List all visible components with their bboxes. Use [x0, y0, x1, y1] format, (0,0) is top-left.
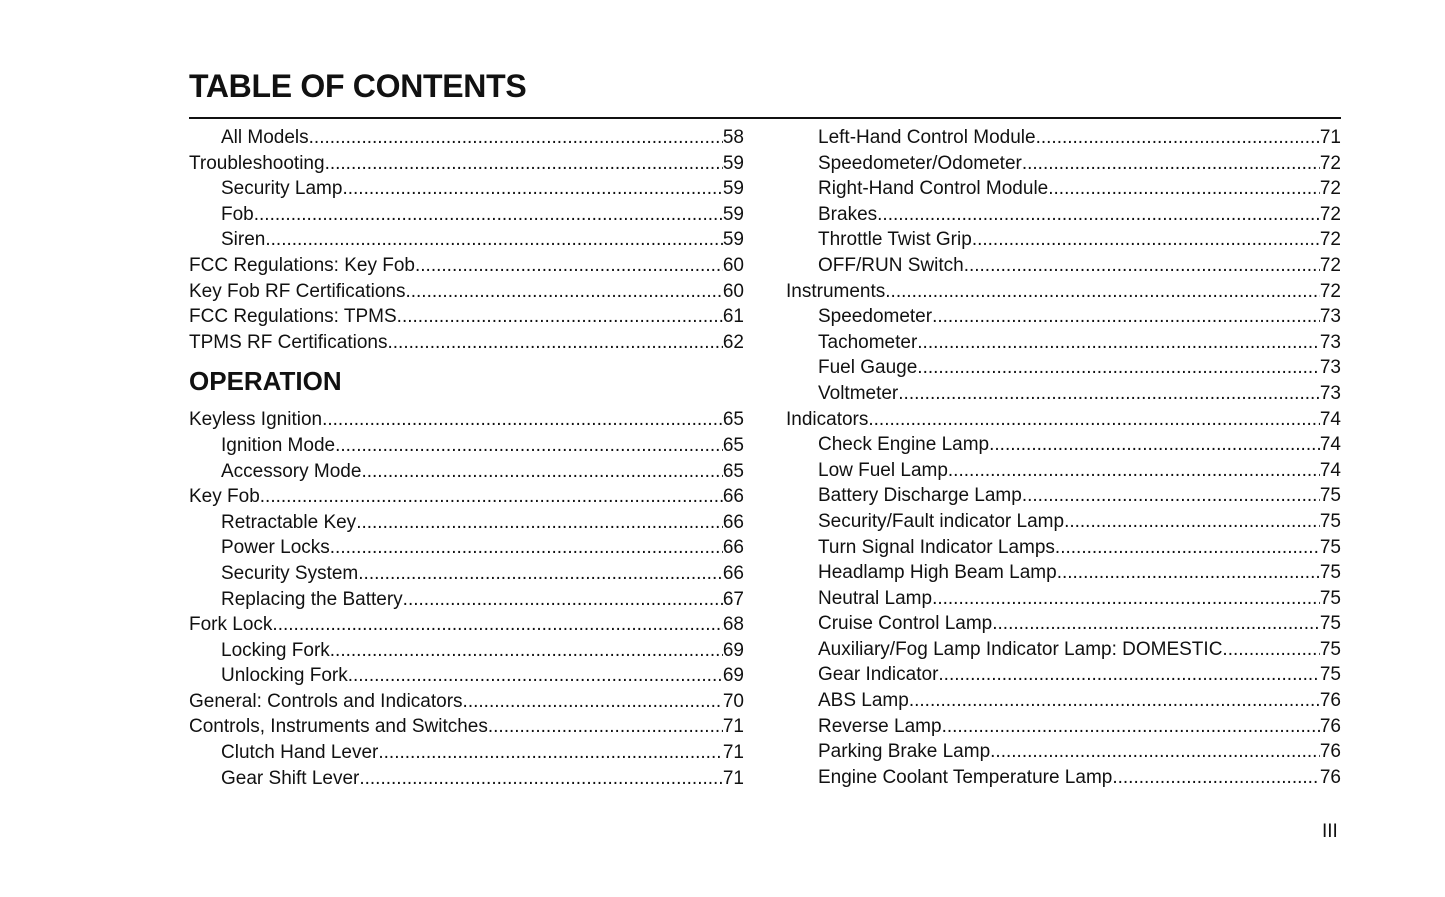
toc-dot-leader	[917, 330, 1320, 356]
toc-dot-leader	[1222, 637, 1319, 663]
toc-dot-leader	[265, 227, 723, 253]
toc-dot-leader	[990, 739, 1320, 765]
toc-entry-page: 75	[1319, 510, 1341, 532]
toc-entry-page: 75	[1319, 638, 1341, 660]
toc-entry-page: 72	[1319, 203, 1341, 225]
toc-entry-page: 75	[1319, 613, 1341, 635]
toc-entry[interactable]	[189, 304, 744, 330]
toc-entry-page: 72	[1319, 178, 1341, 200]
toc-dot-leader	[1064, 509, 1320, 535]
toc-entry[interactable]	[189, 151, 744, 177]
toc-group-1	[189, 125, 744, 355]
toc-entry[interactable]	[786, 253, 1341, 279]
toc-dot-leader	[325, 151, 723, 177]
toc-dot-leader	[917, 355, 1320, 381]
toc-entry-page: 60	[722, 280, 744, 302]
toc-entry-page: 67	[722, 588, 744, 610]
toc-entry[interactable]	[189, 176, 744, 202]
toc-entry-page: 59	[722, 203, 744, 225]
toc-dot-leader	[1057, 560, 1320, 586]
toc-dot-leader	[335, 433, 723, 459]
toc-entry-title: Battery Discharge Lamp	[818, 485, 1022, 507]
toc-entry[interactable]	[189, 561, 744, 587]
toc-entry[interactable]	[786, 176, 1341, 202]
toc-entry-page: 69	[722, 665, 744, 687]
toc-entry-page: 71	[722, 767, 744, 789]
toc-entry[interactable]	[786, 304, 1341, 330]
toc-entry[interactable]	[189, 535, 744, 561]
toc-entry[interactable]	[786, 688, 1341, 714]
toc-entry-page: 74	[1319, 459, 1341, 481]
toc-dot-leader	[405, 279, 722, 305]
toc-entry[interactable]	[189, 484, 744, 510]
toc-dot-leader	[463, 689, 723, 715]
toc-entry-title: Instruments	[786, 280, 886, 302]
toc-entry-page: 75	[1319, 587, 1341, 609]
toc-entry[interactable]	[189, 510, 744, 536]
toc-entry-title: Gear Shift Lever	[221, 767, 360, 789]
toc-entry[interactable]	[189, 202, 744, 228]
toc-entry-title: Unlocking Fork	[221, 665, 348, 687]
toc-entry-page: 66	[722, 562, 744, 584]
toc-entry-title: Security Lamp	[221, 178, 343, 200]
toc-dot-leader	[1055, 535, 1320, 561]
toc-entry-page: 74	[1319, 408, 1341, 430]
toc-dot-leader	[415, 253, 723, 279]
toc-entry[interactable]	[786, 662, 1341, 688]
toc-dot-leader	[972, 227, 1320, 253]
toc-dot-leader	[330, 535, 723, 561]
toc-entry-title: Accessory Mode	[221, 460, 362, 482]
toc-entry-page: 65	[722, 460, 744, 482]
toc-dot-leader	[1022, 483, 1320, 509]
toc-entry-page: 72	[1319, 152, 1341, 174]
toc-entry[interactable]	[189, 587, 744, 613]
toc-entry-title: Replacing the Battery	[221, 588, 403, 610]
toc-entry-page: 73	[1319, 357, 1341, 379]
toc-entry-title: Headlamp High Beam Lamp	[818, 562, 1057, 584]
toc-dot-leader	[330, 638, 723, 664]
toc-entry-page: 60	[722, 254, 744, 276]
toc-entry-title: Power Locks	[221, 537, 330, 559]
toc-entry[interactable]	[786, 509, 1341, 535]
toc-dot-leader	[378, 740, 722, 766]
toc-entry-title: Cruise Control Lamp	[818, 613, 993, 635]
toc-entry-page: 66	[722, 537, 744, 559]
toc-dot-leader	[1112, 765, 1320, 791]
toc-dot-leader	[322, 407, 723, 433]
toc-dot-leader	[1022, 151, 1320, 177]
toc-entry-page: 58	[722, 127, 744, 148]
toc-entry[interactable]	[189, 330, 744, 356]
toc-entry-title: Controls, Instruments and Switches	[189, 716, 488, 738]
toc-entry-page: 66	[722, 486, 744, 508]
section-heading-operation: OPERATION	[189, 366, 342, 397]
toc-dot-leader	[260, 484, 723, 510]
toc-entry-title: Tachometer	[818, 331, 918, 353]
toc-entry[interactable]	[786, 586, 1341, 612]
toc-dot-leader	[948, 458, 1320, 484]
toc-entry[interactable]	[189, 433, 744, 459]
toc-dot-leader	[898, 381, 1320, 407]
toc-entry[interactable]	[786, 458, 1341, 484]
toc-entry[interactable]	[786, 765, 1341, 791]
toc-entry-page: 76	[1319, 715, 1341, 737]
toc-dot-leader	[359, 766, 723, 792]
toc-entry-title: Throttle Twist Grip	[818, 229, 972, 251]
toc-entry-page: 71	[1319, 127, 1341, 148]
toc-entry-title: Auxiliary/Fog Lamp Indicator Lamp: DOMESTIC	[818, 638, 1223, 660]
toc-dot-leader	[348, 663, 723, 689]
toc-entry-title: General: Controls and Indicators	[189, 690, 463, 712]
toc-entry-page: 71	[722, 716, 744, 738]
toc-entry-title: Parking Brake Lamp	[818, 741, 991, 763]
toc-entry-title: Gear Indicator	[818, 664, 939, 686]
toc-entry[interactable]	[786, 739, 1341, 765]
toc-dot-leader	[272, 612, 722, 638]
toc-entry-page: 75	[1319, 536, 1341, 558]
toc-entry-title: Speedometer	[818, 306, 933, 328]
toc-entry-page: 66	[722, 511, 744, 533]
toc-dot-leader	[885, 279, 1320, 305]
toc-entry-title: Brakes	[818, 203, 878, 225]
toc-entry-page: 65	[722, 409, 744, 431]
toc-entry-page: 76	[1319, 741, 1341, 763]
toc-entry-title: All Models	[221, 127, 309, 148]
toc-entry[interactable]	[786, 560, 1341, 586]
toc-entry-title: Clutch Hand Lever	[221, 742, 379, 764]
toc-entry-page: 75	[1319, 664, 1341, 686]
toc-entry-title: Security System	[221, 562, 359, 584]
toc-dot-leader	[358, 561, 723, 587]
toc-entry-title: Check Engine Lamp	[818, 434, 990, 456]
toc-entry-title: Siren	[221, 229, 266, 251]
toc-entry[interactable]	[786, 202, 1341, 228]
toc-entry-title: Key Fob RF Certifications	[189, 280, 406, 302]
toc-entry[interactable]	[189, 279, 744, 305]
toc-dot-leader	[909, 688, 1320, 714]
toc-group-3	[786, 125, 1341, 790]
toc-dot-leader	[356, 510, 723, 536]
toc-dot-leader	[361, 459, 722, 485]
toc-dot-leader	[397, 304, 723, 330]
toc-right-column	[786, 125, 1341, 790]
toc-entry-page: 72	[1319, 229, 1341, 251]
toc-entry-title: Reverse Lamp	[818, 715, 942, 737]
toc-entry-page: 71	[722, 742, 744, 764]
toc-entry-page: 73	[1319, 382, 1341, 404]
toc-dot-leader	[1036, 125, 1320, 151]
toc-entry[interactable]	[786, 151, 1341, 177]
toc-entry-title: Fuel Gauge	[818, 357, 918, 379]
toc-dot-leader	[877, 202, 1320, 228]
toc-entry-page: 72	[1319, 280, 1341, 302]
toc-entry[interactable]	[786, 714, 1341, 740]
toc-dot-leader	[932, 586, 1320, 612]
toc-entry-page: 61	[722, 306, 744, 328]
toc-entry-title: Speedometer/Odometer	[818, 152, 1022, 174]
toc-entry-page: 73	[1319, 331, 1341, 353]
toc-entry[interactable]	[786, 432, 1341, 458]
toc-entry-title: Indicators	[786, 408, 869, 430]
toc-entry-title: ABS Lamp	[818, 690, 909, 712]
toc-entry-page: 65	[722, 434, 744, 456]
toc-entry[interactable]	[189, 740, 744, 766]
toc-entry-title: Fob	[221, 203, 254, 225]
toc-entry[interactable]	[189, 714, 744, 740]
toc-entry[interactable]	[189, 638, 744, 664]
toc-dot-leader	[342, 176, 722, 202]
toc-entry-page: 74	[1319, 434, 1341, 456]
toc-entry[interactable]	[189, 459, 744, 485]
toc-dot-leader	[942, 714, 1320, 740]
toc-entry-title: Fork Lock	[189, 614, 273, 636]
toc-dot-leader	[992, 611, 1320, 637]
toc-entry-title: FCC Regulations: Key Fob	[189, 254, 415, 276]
toc-entry-page: 76	[1319, 690, 1341, 712]
toc-entry-title: Left-Hand Control Module	[818, 127, 1036, 148]
toc-entry[interactable]	[786, 381, 1341, 407]
toc-entry[interactable]	[786, 125, 1341, 151]
toc-entry[interactable]	[786, 407, 1341, 433]
toc-entry-page: 59	[722, 152, 744, 174]
toc-entry[interactable]	[189, 766, 744, 792]
toc-entry[interactable]	[786, 279, 1341, 305]
toc-entry-page: 59	[722, 178, 744, 200]
toc-entry-title: Right-Hand Control Module	[818, 178, 1049, 200]
toc-entry[interactable]	[189, 612, 744, 638]
toc-dot-leader	[254, 202, 723, 228]
toc-entry[interactable]	[786, 535, 1341, 561]
toc-entry-title: Retractable Key	[221, 511, 357, 533]
toc-group-2	[189, 407, 744, 791]
toc-entry-title: Voltmeter	[818, 382, 899, 404]
toc-entry[interactable]	[189, 689, 744, 715]
toc-entry-page: 75	[1319, 485, 1341, 507]
toc-entry[interactable]	[189, 407, 744, 433]
toc-entry[interactable]	[786, 330, 1341, 356]
toc-entry-title: Turn Signal Indicator Lamps	[818, 536, 1055, 558]
toc-entry[interactable]	[786, 227, 1341, 253]
toc-left-column	[189, 125, 744, 791]
toc-entry-page: 59	[722, 229, 744, 251]
toc-dot-leader	[932, 304, 1320, 330]
toc-entry[interactable]	[189, 227, 744, 253]
toc-entry[interactable]	[786, 355, 1341, 381]
toc-entry[interactable]	[189, 125, 744, 151]
toc-entry-page: 70	[722, 690, 744, 712]
toc-entry-page: 73	[1319, 306, 1341, 328]
toc-entry[interactable]	[189, 253, 744, 279]
toc-entry-title: Key Fob	[189, 486, 260, 508]
page-title: TABLE OF CONTENTS	[189, 68, 527, 104]
toc-dot-leader	[387, 330, 722, 356]
page-number: III	[1322, 821, 1338, 842]
toc-entry-title: Keyless Ignition	[189, 409, 323, 431]
toc-dot-leader	[964, 253, 1320, 279]
toc-dot-leader	[989, 432, 1320, 458]
toc-dot-leader	[868, 407, 1319, 433]
toc-dot-leader	[488, 714, 723, 740]
toc-entry-title: Troubleshooting	[189, 152, 325, 174]
toc-entry-title: Ignition Mode	[221, 434, 336, 456]
toc-entry-page: 68	[722, 614, 744, 636]
toc-entry[interactable]	[786, 637, 1341, 663]
toc-entry[interactable]	[786, 483, 1341, 509]
toc-dot-leader	[938, 662, 1319, 688]
toc-entry-page: 76	[1319, 766, 1341, 788]
toc-entry-title: FCC Regulations: TPMS	[189, 306, 397, 328]
toc-entry-title: Locking Fork	[221, 639, 330, 661]
toc-entry-title: Security/Fault indicator Lamp	[818, 510, 1065, 532]
toc-dot-leader	[1048, 176, 1320, 202]
toc-entry-page: 62	[722, 331, 744, 353]
toc-entry-page: 72	[1319, 254, 1341, 276]
toc-entry-title: Neutral Lamp	[818, 587, 933, 609]
toc-dot-leader	[403, 587, 723, 613]
toc-entry-title: Low Fuel Lamp	[818, 459, 948, 481]
toc-entry[interactable]	[189, 663, 744, 689]
toc-entry-page: 75	[1319, 562, 1341, 584]
title-divider	[189, 117, 1341, 119]
toc-entry-page: 69	[722, 639, 744, 661]
toc-entry-title: OFF/RUN Switch	[818, 254, 964, 276]
toc-entry[interactable]	[786, 611, 1341, 637]
toc-entry-title: Engine Coolant Temperature Lamp	[818, 766, 1113, 788]
toc-dot-leader	[309, 125, 723, 151]
toc-entry-title: TPMS RF Certifications	[189, 331, 388, 353]
